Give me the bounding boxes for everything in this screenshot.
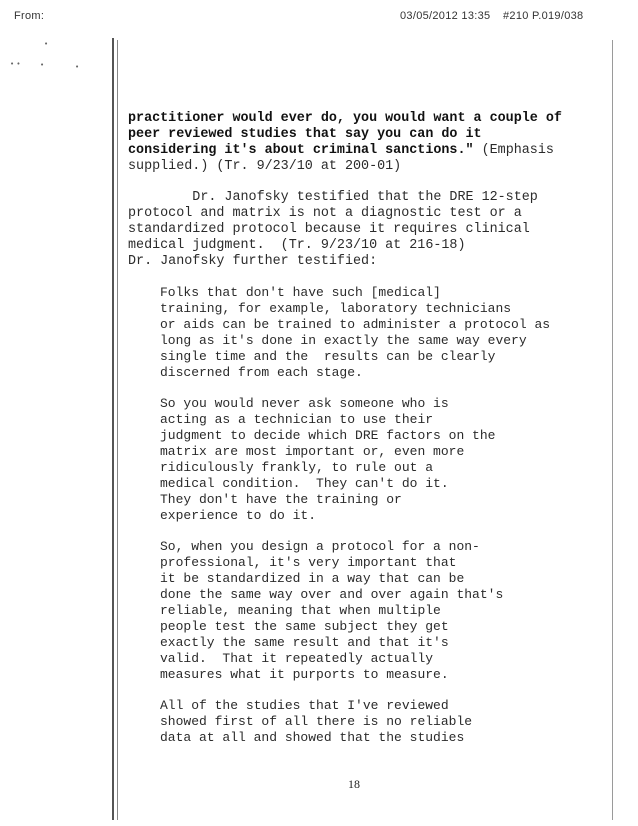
quote-text-line: They don't have the training or: [160, 492, 402, 507]
fax-speck: • •: [10, 60, 21, 68]
quote-text-line: valid. That it repeatedly actually: [160, 651, 434, 666]
body-text-line: Dr. Janofsky testified that the DRE 12-step: [128, 190, 538, 205]
quote-text-line: discerned from each stage.: [160, 365, 363, 380]
quote-text-line: people test the same subject they get: [160, 619, 449, 634]
quote-text-line: reliable, meaning that when multiple: [160, 603, 441, 618]
quote-text-line: experience to do it.: [160, 508, 317, 523]
body-text-line: standardized protocol because it requires clinical: [128, 222, 530, 237]
emphasis-note: (Emphasis: [473, 143, 554, 158]
quote-text-line: All of the studies that I've reviewed: [160, 698, 449, 713]
quote-text-line: single time and the results can be clearly: [160, 349, 496, 364]
fax-from-label: From:: [14, 10, 45, 22]
quote-text-line: done the same way over and over again that's: [160, 587, 504, 602]
fax-timestamp: 03/05/2012 13:35: [400, 10, 491, 22]
quote-text-line: So, when you design a protocol for a non-: [160, 539, 480, 554]
quote-text-line: Folks that don't have such [medical]: [160, 285, 441, 300]
left-margin-rule-inner: [117, 40, 118, 820]
page-number: 18: [348, 777, 360, 791]
quote-text-line: So you would never ask someone who is: [160, 396, 449, 411]
body-text-line: medical judgment. (Tr. 9/23/10 at 216-18): [128, 238, 466, 253]
quote-text-line: measures what it purports to measure.: [160, 667, 449, 682]
quote-text-line: matrix are most important or, even more: [160, 444, 465, 459]
quote-text-line: ridiculously frankly, to rule out a: [160, 460, 434, 475]
right-margin-rule: [612, 40, 613, 820]
fax-page-info: #210 P.019/038: [503, 10, 584, 22]
quote-text-line: professional, it's very important that: [160, 555, 457, 570]
bold-text-line: peer reviewed studies that say you can do it: [128, 127, 482, 142]
fax-speck: •: [44, 40, 49, 48]
citation-line: supplied.) (Tr. 9/23/10 at 200-01): [128, 159, 402, 174]
body-text-line: protocol and matrix is not a diagnostic test or a: [128, 206, 522, 221]
bold-text-line-with-emphasis: [128, 143, 554, 159]
quote-text-line: it be standardized in a way that can be: [160, 571, 465, 586]
quote-text-line: data at all and showed that the studies: [160, 730, 465, 745]
left-margin-rule: [112, 38, 114, 820]
quote-text-line: acting as a technician to use their: [160, 412, 434, 427]
fax-header: [0, 4, 638, 22]
quote-text-line: training, for example, laboratory technicians: [160, 301, 512, 316]
quote-text-line: long as it's done in exactly the same way every: [160, 333, 527, 348]
quote-text-line: medical condition. They can't do it.: [160, 476, 449, 491]
quote-text-line: or aids can be trained to administer a protocol as: [160, 317, 551, 332]
bold-text-fragment: considering it's about criminal sanctions.": [128, 143, 474, 158]
bold-text-line: practitioner would ever do, you would want a couple of: [128, 111, 562, 126]
quote-text-line: judgment to decide which DRE factors on the: [160, 428, 496, 443]
fax-speck: •: [75, 63, 80, 71]
quote-text-line: exactly the same result and that it's: [160, 635, 449, 650]
quote-text-line: showed first of all there is no reliable: [160, 714, 473, 729]
body-text-line: Dr. Janofsky further testified:: [128, 254, 378, 269]
fax-speck: •: [40, 61, 45, 69]
